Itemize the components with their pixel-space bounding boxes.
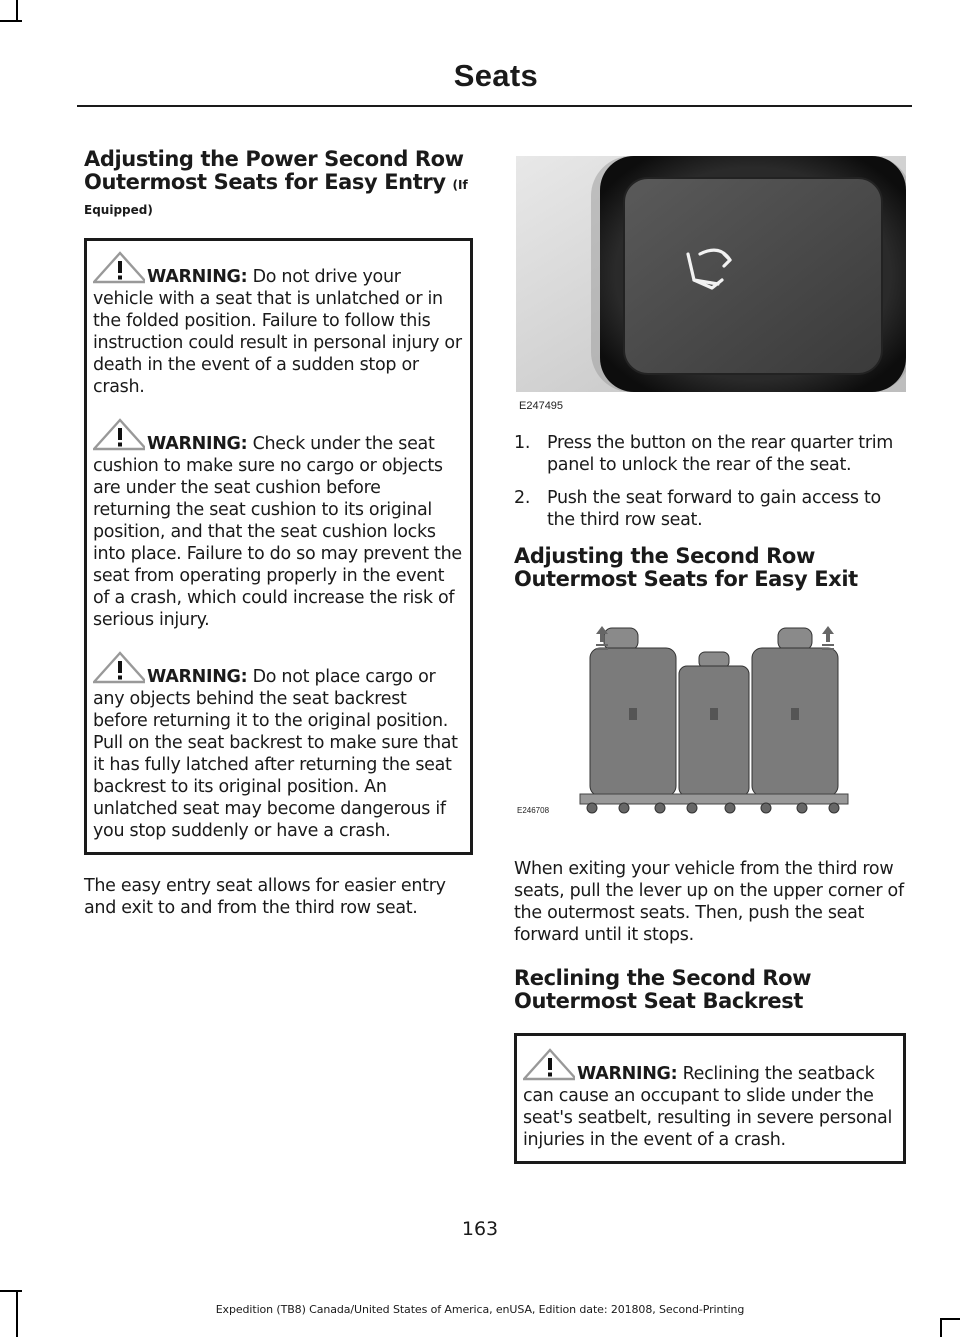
warning-paragraph: WARNING: Do not drive your vehicle with a seat that is unlatched or in the folded position. Failure to follow this instruction could result in personal injury or death in the event of a sudden stop or crash.	[93, 251, 462, 398]
right-column	[514, 432, 909, 591]
warning-paragraph: WARNING: Do not place cargo or any objects behind the seat backrest before returning it to the original position. Pull on the seat backrest to make sure that it has fully latched after returning the seat backrest to its original position. An unlatched seat may become dangerous if you stop suddenly or have a crash.	[93, 651, 462, 842]
warning-box	[514, 1033, 906, 1164]
crop-mark	[0, 1290, 22, 1292]
section-heading-recline: Reclining the Second Row Outermost Seat Backrest	[514, 966, 812, 1013]
crop-mark	[940, 1318, 942, 1337]
footer-text: Expedition (TB8) Canada/United States of America, enUSA, Edition date: 201808, Second-Printing	[215, 1303, 745, 1316]
section-heading-easy-entry: Adjusting the Power Second Row Outermost Seats for Easy Entry (If	[84, 147, 468, 194]
body-paragraph: The easy entry seat allows for easier entry and exit to and from the third row seat.	[84, 876, 446, 918]
figure-seats-illustration	[516, 622, 852, 814]
figure-button-photo	[516, 156, 906, 392]
body-paragraph: When exiting your vehicle from the third row seats, pull the lever up on the upper corner of the outermost seats. Then, push the seat forward until it stops.	[514, 859, 904, 945]
crop-mark	[0, 20, 22, 22]
right-column-lower	[514, 858, 909, 1164]
heading-qualifier: Equipped)	[84, 203, 153, 217]
crop-mark	[16, 0, 18, 22]
steps-list	[514, 432, 909, 531]
warning-paragraph: WARNING: Reclining the seatback can cause an occupant to slide under the seat's seatbelt, resulting in severe personal injuries in the event of a crash.	[523, 1048, 895, 1151]
left-column	[84, 148, 474, 919]
page-header-title: Seats	[453, 58, 538, 93]
warning-paragraph: WARNING: Check under the seat cushion to make sure no cargo or objects are under the seat cushion before returning the seat cushion to its original position, and that the seat cushion locks into place. Failure to do so may prevent the seat from operating properly in the event of a crash, which could increase the risk of serious injury.	[93, 418, 462, 631]
header-rule	[77, 105, 912, 107]
page-number: 163	[461, 1218, 499, 1240]
list-item: 2. Push the seat forward to gain access to the third row seat.	[514, 488, 881, 530]
warning-triangle-icon	[93, 251, 145, 285]
warning-triangle-icon	[93, 418, 145, 452]
figure-code: E247495	[519, 400, 564, 412]
second-row-seats-illustration	[516, 622, 852, 814]
seat-release-button-illustration	[516, 156, 906, 392]
crop-mark	[940, 1318, 960, 1320]
list-item: 1. Press the button on the rear quarter trim panel to unlock the rear of the seat.	[514, 433, 894, 475]
warning-box	[84, 238, 473, 855]
section-heading-easy-exit: Adjusting the Second Row Outermost Seats for Easy Exit	[514, 544, 858, 591]
warning-triangle-icon	[523, 1048, 575, 1082]
figure-code: E246708	[517, 806, 550, 815]
warning-triangle-icon	[93, 651, 145, 685]
